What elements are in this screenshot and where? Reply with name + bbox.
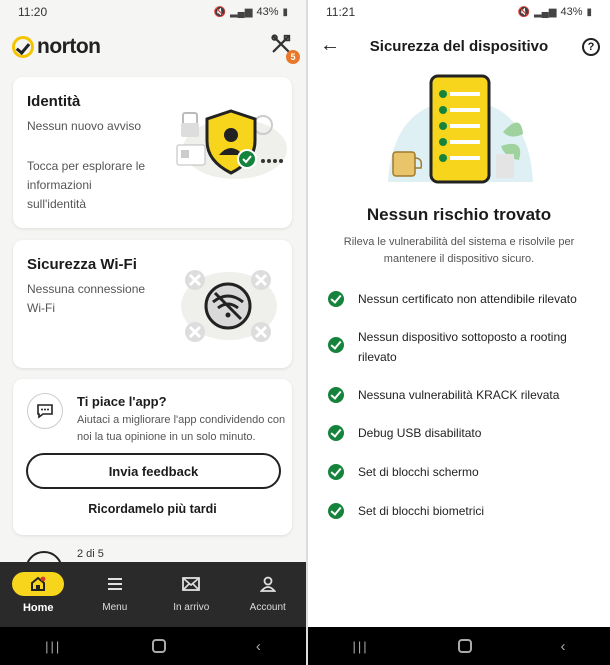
- check-item-label: Set di blocchi schermo: [358, 465, 479, 479]
- tools-button[interactable]: [266, 32, 296, 62]
- system-home-button[interactable]: [458, 639, 472, 653]
- recents-button[interactable]: |||: [352, 638, 369, 654]
- check-circle-icon: [328, 387, 344, 403]
- system-navigation-bar: [0, 627, 306, 665]
- result-subtitle: Rileva le vulnerabilità del sistema e risolvile per mantenere il dispositivo sicuro.: [343, 236, 575, 265]
- identity-title: Identità: [27, 93, 81, 110]
- remind-later-link[interactable]: Ricordamelo più tardi: [88, 502, 217, 516]
- identity-card[interactable]: [13, 77, 292, 228]
- nav-inbox[interactable]: [153, 562, 230, 627]
- page-title: Sicurezza del dispositivo: [369, 38, 549, 55]
- recents-button[interactable]: |||: [45, 638, 62, 654]
- nav-home[interactable]: [0, 562, 77, 627]
- check-circle-icon: [328, 464, 344, 480]
- identity-description-2: informazioni: [27, 178, 92, 192]
- send-feedback-button[interactable]: Invia feedback: [26, 453, 281, 489]
- check-item: [328, 462, 600, 482]
- check-item: [328, 327, 600, 367]
- system-back-button[interactable]: ‹: [255, 637, 261, 655]
- wifi-security-card[interactable]: [13, 240, 292, 368]
- back-arrow-icon[interactable]: ←: [320, 34, 340, 56]
- chat-bubble-icon: [27, 393, 63, 429]
- battery-level-right: 43%: [560, 6, 583, 18]
- system-navigation-bar-right: [308, 627, 610, 665]
- status-bar-right: [308, 0, 610, 24]
- norton-check-icon: [12, 36, 34, 58]
- check-item: [328, 501, 600, 521]
- wifi-title: Sicurezza Wi-Fi: [27, 256, 137, 273]
- right-phone-screen: [308, 0, 610, 665]
- nav-account[interactable]: [230, 562, 307, 627]
- home-icon: [12, 572, 64, 596]
- check-item-label: Nessun dispositivo sottoposto a rooting rilevato: [358, 330, 567, 364]
- check-item-label: Set di blocchi biometrici: [358, 504, 485, 518]
- check-item-label: Nessuna vulnerabilità KRACK rilevata: [358, 388, 560, 402]
- notification-badge: 5: [286, 50, 300, 64]
- battery-level: 43%: [256, 6, 279, 18]
- bottom-navigation: [0, 562, 306, 627]
- mute-icon: 🔇: [517, 6, 530, 18]
- feedback-title: Ti piace l'app?: [77, 394, 167, 409]
- identity-shield-icon: [173, 103, 288, 183]
- battery-icon: ▮: [282, 6, 288, 18]
- identity-description-3: sull'identità: [27, 197, 86, 211]
- check-circle-icon: [328, 337, 344, 353]
- check-item-label: Debug USB disabilitato: [358, 426, 482, 440]
- device-checklist-illustration-icon: [383, 72, 538, 187]
- feedback-card: [13, 379, 292, 535]
- check-item: [328, 385, 600, 405]
- pager-indicator: 2 di 5: [77, 548, 104, 560]
- feedback-text: Aiutaci a migliorare l'app condividendo con noi la tua opinione in un solo minuto.: [77, 414, 286, 443]
- mute-icon: 🔇: [213, 6, 226, 18]
- nav-inbox-label: In arrivo: [173, 602, 210, 613]
- help-icon[interactable]: ?: [582, 38, 600, 56]
- nav-home-label: Home: [22, 602, 54, 614]
- nav-account-label: Account: [249, 602, 286, 613]
- account-icon: [260, 572, 276, 596]
- status-time: 11:20: [18, 5, 48, 19]
- wifi-status-2: Wi-Fi: [27, 301, 55, 315]
- check-item: [328, 423, 600, 443]
- nav-menu[interactable]: [77, 562, 154, 627]
- battery-icon: ▮: [586, 6, 592, 18]
- menu-icon: [107, 572, 123, 596]
- system-home-button[interactable]: [152, 639, 166, 653]
- status-bar: [0, 0, 306, 24]
- security-checklist: [328, 289, 600, 521]
- nav-menu-label: Menu: [102, 602, 128, 613]
- mail-icon: [182, 572, 200, 596]
- app-header: [12, 30, 296, 64]
- wifi-off-icon: [173, 266, 283, 346]
- check-circle-icon: [328, 291, 344, 307]
- device-security-header: [308, 30, 610, 64]
- system-back-button[interactable]: ‹: [560, 637, 566, 655]
- check-circle-icon: [328, 425, 344, 441]
- status-time-right: 11:21: [326, 5, 356, 19]
- brand-name: norton: [37, 35, 101, 58]
- signal-icon: ▂▄▆: [229, 6, 253, 18]
- result-headline: Nessun rischio trovato: [366, 205, 552, 224]
- check-circle-icon: [328, 503, 344, 519]
- identity-description-1: Tocca per esplorare le: [27, 159, 146, 173]
- check-item: [328, 289, 600, 309]
- check-item-label: Nessun certificato non attendibile rilevato: [358, 292, 577, 306]
- identity-alert: Nessun nuovo avviso: [27, 119, 142, 133]
- norton-logo: [12, 35, 100, 59]
- signal-icon: ▂▄▆: [533, 6, 557, 18]
- wifi-status-1: Nessuna connessione: [27, 282, 146, 296]
